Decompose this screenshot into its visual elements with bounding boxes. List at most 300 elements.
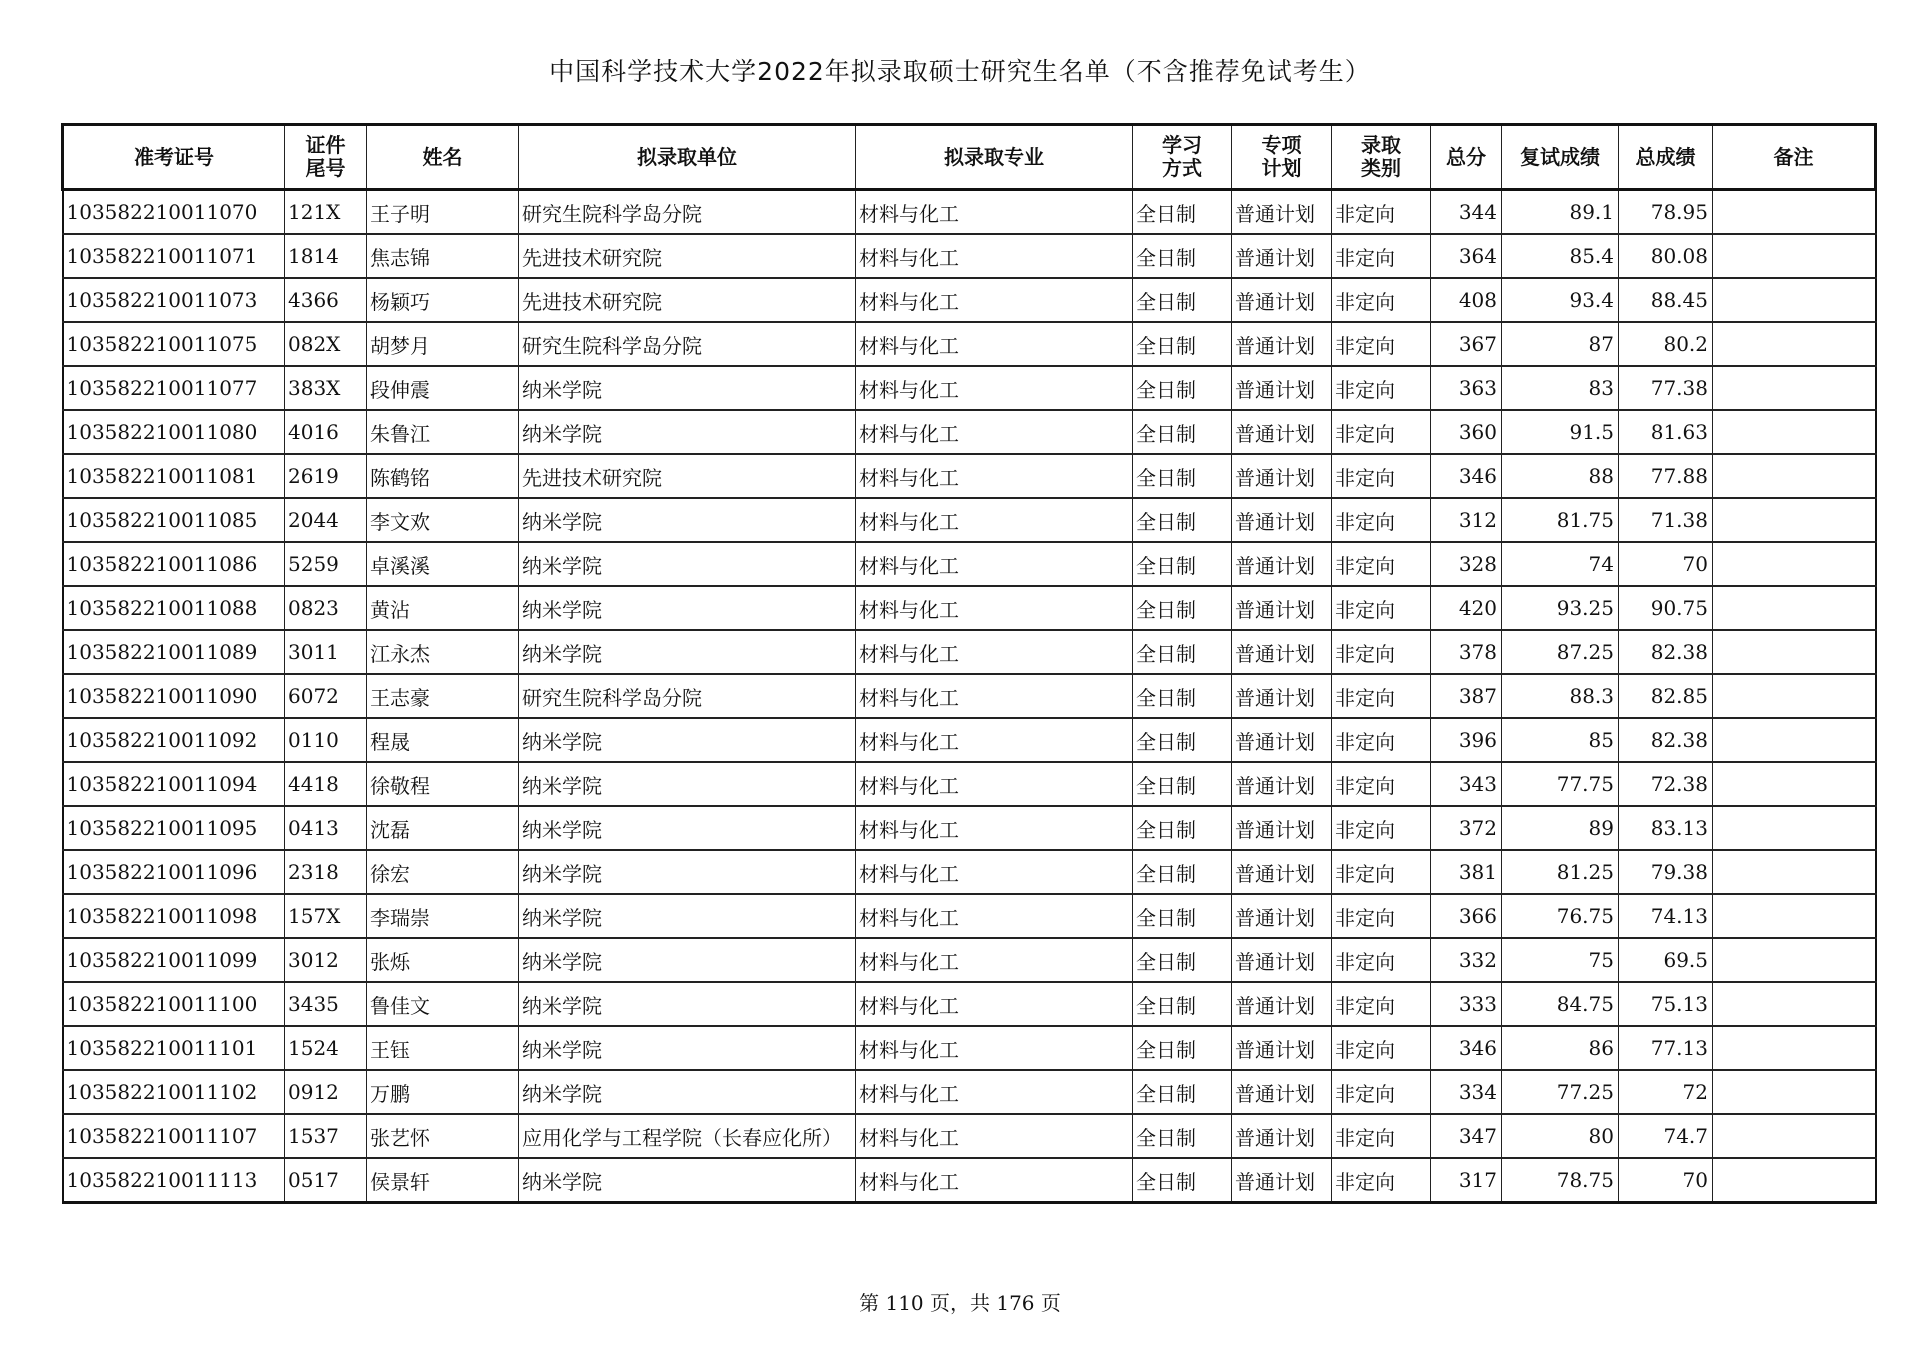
remarks-cell <box>1713 234 1876 278</box>
study-mode-cell: 全日制 <box>1133 982 1232 1026</box>
unit-cell: 纳米学院 <box>519 542 856 586</box>
remarks-cell <box>1713 894 1876 938</box>
major-cell: 材料与化工 <box>856 850 1133 894</box>
major-cell: 材料与化工 <box>856 1158 1133 1203</box>
total-score-cell: 366 <box>1431 894 1502 938</box>
remarks-cell <box>1713 674 1876 718</box>
final-score-cell: 74.7 <box>1619 1114 1713 1158</box>
remarks-cell <box>1713 586 1876 630</box>
name-cell: 王志豪 <box>367 674 519 718</box>
id-suffix-cell: 4016 <box>285 410 367 454</box>
name-cell: 侯景轩 <box>367 1158 519 1203</box>
major-cell: 材料与化工 <box>856 278 1133 322</box>
total-score-cell: 346 <box>1431 1026 1502 1070</box>
admission-type-cell: 非定向 <box>1332 982 1431 1026</box>
exam-id-cell: 103582210011073 <box>63 278 285 322</box>
retest-score-cell: 89 <box>1502 806 1619 850</box>
special-plan-cell: 普通计划 <box>1232 366 1332 410</box>
special-plan-cell: 普通计划 <box>1232 322 1332 366</box>
remarks-cell <box>1713 1070 1876 1114</box>
id-suffix-cell: 3011 <box>285 630 367 674</box>
remarks-cell <box>1713 982 1876 1026</box>
major-cell: 材料与化工 <box>856 366 1133 410</box>
total-score-cell: 372 <box>1431 806 1502 850</box>
admission-type-cell: 非定向 <box>1332 1158 1431 1203</box>
total-score-cell: 363 <box>1431 366 1502 410</box>
retest-score-cell: 86 <box>1502 1026 1619 1070</box>
unit-cell: 先进技术研究院 <box>519 278 856 322</box>
name-cell: 李瑞崇 <box>367 894 519 938</box>
exam-id-cell: 103582210011085 <box>63 498 285 542</box>
unit-cell: 纳米学院 <box>519 1026 856 1070</box>
unit-cell: 纳米学院 <box>519 938 856 982</box>
remarks-cell <box>1713 278 1876 322</box>
major-cell: 材料与化工 <box>856 234 1133 278</box>
special-plan-cell: 普通计划 <box>1232 718 1332 762</box>
name-cell: 李文欢 <box>367 498 519 542</box>
retest-score-cell: 81.75 <box>1502 498 1619 542</box>
special-plan-cell: 普通计划 <box>1232 1114 1332 1158</box>
study-mode-cell: 全日制 <box>1133 630 1232 674</box>
unit-cell: 纳米学院 <box>519 718 856 762</box>
exam-id-cell: 103582210011089 <box>63 630 285 674</box>
name-cell: 江永杰 <box>367 630 519 674</box>
special-plan-cell: 普通计划 <box>1232 938 1332 982</box>
admission-type-cell: 非定向 <box>1332 850 1431 894</box>
exam-id-cell: 103582210011088 <box>63 586 285 630</box>
special-plan-cell: 普通计划 <box>1232 454 1332 498</box>
table-row <box>63 322 1876 366</box>
exam-id-cell: 103582210011092 <box>63 718 285 762</box>
admission-type-cell: 非定向 <box>1332 542 1431 586</box>
study-mode-cell: 全日制 <box>1133 322 1232 366</box>
major-cell: 材料与化工 <box>856 630 1133 674</box>
study-mode-cell: 全日制 <box>1133 586 1232 630</box>
remarks-cell <box>1713 1114 1876 1158</box>
study-mode-cell: 全日制 <box>1133 1114 1232 1158</box>
retest-score-cell: 88 <box>1502 454 1619 498</box>
final-score-cell: 70 <box>1619 542 1713 586</box>
unit-cell: 研究生院科学岛分院 <box>519 322 856 366</box>
admission-type-cell: 非定向 <box>1332 278 1431 322</box>
final-score-cell: 77.38 <box>1619 366 1713 410</box>
total-score-cell: 408 <box>1431 278 1502 322</box>
admission-type-cell: 非定向 <box>1332 938 1431 982</box>
name-cell: 张艺怀 <box>367 1114 519 1158</box>
remarks-cell <box>1713 366 1876 410</box>
column-header-exam-id: 准考证号 <box>63 125 285 190</box>
study-mode-cell: 全日制 <box>1133 894 1232 938</box>
retest-score-cell: 87 <box>1502 322 1619 366</box>
retest-score-cell: 76.75 <box>1502 894 1619 938</box>
major-cell: 材料与化工 <box>856 190 1133 235</box>
id-suffix-cell: 1537 <box>285 1114 367 1158</box>
special-plan-cell: 普通计划 <box>1232 850 1332 894</box>
admission-type-cell: 非定向 <box>1332 322 1431 366</box>
study-mode-cell: 全日制 <box>1133 366 1232 410</box>
retest-score-cell: 84.75 <box>1502 982 1619 1026</box>
final-score-cell: 82.38 <box>1619 630 1713 674</box>
study-mode-cell: 全日制 <box>1133 234 1232 278</box>
major-cell: 材料与化工 <box>856 1026 1133 1070</box>
final-score-cell: 69.5 <box>1619 938 1713 982</box>
special-plan-cell: 普通计划 <box>1232 1070 1332 1114</box>
table-row <box>63 762 1876 806</box>
exam-id-cell: 103582210011070 <box>63 190 285 235</box>
retest-score-cell: 81.25 <box>1502 850 1619 894</box>
major-cell: 材料与化工 <box>856 542 1133 586</box>
id-suffix-cell: 0110 <box>285 718 367 762</box>
unit-cell: 应用化学与工程学院（长春应化所） <box>519 1114 856 1158</box>
total-score-cell: 317 <box>1431 1158 1502 1203</box>
retest-score-cell: 89.1 <box>1502 190 1619 235</box>
unit-cell: 纳米学院 <box>519 410 856 454</box>
retest-score-cell: 80 <box>1502 1114 1619 1158</box>
total-score-cell: 328 <box>1431 542 1502 586</box>
special-plan-cell: 普通计划 <box>1232 806 1332 850</box>
special-plan-cell: 普通计划 <box>1232 1158 1332 1203</box>
retest-score-cell: 74 <box>1502 542 1619 586</box>
exam-id-cell: 103582210011080 <box>63 410 285 454</box>
final-score-cell: 72 <box>1619 1070 1713 1114</box>
exam-id-cell: 103582210011077 <box>63 366 285 410</box>
table-row <box>63 1158 1876 1203</box>
column-header-name: 姓名 <box>367 125 519 190</box>
id-suffix-cell: 082X <box>285 322 367 366</box>
final-score-cell: 83.13 <box>1619 806 1713 850</box>
admission-type-cell: 非定向 <box>1332 806 1431 850</box>
total-score-cell: 378 <box>1431 630 1502 674</box>
remarks-cell <box>1713 806 1876 850</box>
remarks-cell <box>1713 718 1876 762</box>
total-score-cell: 387 <box>1431 674 1502 718</box>
special-plan-cell: 普通计划 <box>1232 1026 1332 1070</box>
final-score-cell: 80.2 <box>1619 322 1713 366</box>
retest-score-cell: 85 <box>1502 718 1619 762</box>
unit-cell: 研究生院科学岛分院 <box>519 190 856 235</box>
special-plan-cell: 普通计划 <box>1232 410 1332 454</box>
column-header-major: 拟录取专业 <box>856 125 1133 190</box>
major-cell: 材料与化工 <box>856 586 1133 630</box>
major-cell: 材料与化工 <box>856 674 1133 718</box>
exam-id-cell: 103582210011071 <box>63 234 285 278</box>
major-cell: 材料与化工 <box>856 762 1133 806</box>
name-cell: 胡梦月 <box>367 322 519 366</box>
table-row <box>63 366 1876 410</box>
column-header-remarks: 备注 <box>1713 125 1876 190</box>
remarks-cell <box>1713 454 1876 498</box>
final-score-cell: 82.85 <box>1619 674 1713 718</box>
study-mode-cell: 全日制 <box>1133 850 1232 894</box>
major-cell: 材料与化工 <box>856 322 1133 366</box>
special-plan-cell: 普通计划 <box>1232 234 1332 278</box>
name-cell: 朱鲁江 <box>367 410 519 454</box>
major-cell: 材料与化工 <box>856 1070 1133 1114</box>
admission-table <box>61 123 1877 1204</box>
table-row <box>63 806 1876 850</box>
study-mode-cell: 全日制 <box>1133 1158 1232 1203</box>
admission-type-cell: 非定向 <box>1332 894 1431 938</box>
special-plan-cell: 普通计划 <box>1232 762 1332 806</box>
special-plan-cell: 普通计划 <box>1232 674 1332 718</box>
retest-score-cell: 78.75 <box>1502 1158 1619 1203</box>
admission-type-cell: 非定向 <box>1332 234 1431 278</box>
table-row <box>63 674 1876 718</box>
table-row <box>63 850 1876 894</box>
name-cell: 焦志锦 <box>367 234 519 278</box>
remarks-cell <box>1713 850 1876 894</box>
exam-id-cell: 103582210011095 <box>63 806 285 850</box>
major-cell: 材料与化工 <box>856 410 1133 454</box>
unit-cell: 先进技术研究院 <box>519 454 856 498</box>
unit-cell: 纳米学院 <box>519 366 856 410</box>
total-score-cell: 420 <box>1431 586 1502 630</box>
final-score-cell: 77.13 <box>1619 1026 1713 1070</box>
special-plan-cell: 普通计划 <box>1232 982 1332 1026</box>
unit-cell: 纳米学院 <box>519 1070 856 1114</box>
admission-type-cell: 非定向 <box>1332 674 1431 718</box>
admission-type-cell: 非定向 <box>1332 1114 1431 1158</box>
admission-type-cell: 非定向 <box>1332 190 1431 235</box>
total-score-cell: 333 <box>1431 982 1502 1026</box>
retest-score-cell: 77.75 <box>1502 762 1619 806</box>
remarks-cell <box>1713 762 1876 806</box>
column-header-special-plan: 专项计划 <box>1232 125 1332 190</box>
unit-cell: 先进技术研究院 <box>519 234 856 278</box>
unit-cell: 纳米学院 <box>519 850 856 894</box>
id-suffix-cell: 0912 <box>285 1070 367 1114</box>
admission-type-cell: 非定向 <box>1332 630 1431 674</box>
retest-score-cell: 83 <box>1502 366 1619 410</box>
final-score-cell: 70 <box>1619 1158 1713 1203</box>
major-cell: 材料与化工 <box>856 982 1133 1026</box>
table-row <box>63 498 1876 542</box>
total-score-cell: 312 <box>1431 498 1502 542</box>
unit-cell: 纳米学院 <box>519 630 856 674</box>
exam-id-cell: 103582210011101 <box>63 1026 285 1070</box>
admission-type-cell: 非定向 <box>1332 410 1431 454</box>
table-row <box>63 982 1876 1026</box>
special-plan-cell: 普通计划 <box>1232 498 1332 542</box>
name-cell: 黄沾 <box>367 586 519 630</box>
name-cell: 徐敬程 <box>367 762 519 806</box>
id-suffix-cell: 0823 <box>285 586 367 630</box>
special-plan-cell: 普通计划 <box>1232 586 1332 630</box>
unit-cell: 纳米学院 <box>519 1158 856 1203</box>
final-score-cell: 77.88 <box>1619 454 1713 498</box>
retest-score-cell: 88.3 <box>1502 674 1619 718</box>
table-row <box>63 234 1876 278</box>
remarks-cell <box>1713 542 1876 586</box>
special-plan-cell: 普通计划 <box>1232 190 1332 235</box>
total-score-cell: 344 <box>1431 190 1502 235</box>
unit-cell: 纳米学院 <box>519 894 856 938</box>
page-footer: 第 110 页，共 176 页 <box>859 1291 1061 1315</box>
final-score-cell: 71.38 <box>1619 498 1713 542</box>
total-score-cell: 347 <box>1431 1114 1502 1158</box>
table-row <box>63 630 1876 674</box>
study-mode-cell: 全日制 <box>1133 1026 1232 1070</box>
study-mode-cell: 全日制 <box>1133 938 1232 982</box>
name-cell: 鲁佳文 <box>367 982 519 1026</box>
major-cell: 材料与化工 <box>856 454 1133 498</box>
total-score-cell: 367 <box>1431 322 1502 366</box>
remarks-cell <box>1713 1026 1876 1070</box>
name-cell: 王钰 <box>367 1026 519 1070</box>
id-suffix-cell: 0517 <box>285 1158 367 1203</box>
name-cell: 张烁 <box>367 938 519 982</box>
study-mode-cell: 全日制 <box>1133 498 1232 542</box>
page-title: 中国科学技术大学2022年拟录取硕士研究生名单（不含推荐免试考生） <box>549 57 1371 86</box>
name-cell: 沈磊 <box>367 806 519 850</box>
name-cell: 段伸震 <box>367 366 519 410</box>
final-score-cell: 90.75 <box>1619 586 1713 630</box>
id-suffix-cell: 1524 <box>285 1026 367 1070</box>
exam-id-cell: 103582210011075 <box>63 322 285 366</box>
id-suffix-cell: 3012 <box>285 938 367 982</box>
major-cell: 材料与化工 <box>856 718 1133 762</box>
admission-type-cell: 非定向 <box>1332 1026 1431 1070</box>
name-cell: 陈鹤铭 <box>367 454 519 498</box>
study-mode-cell: 全日制 <box>1133 718 1232 762</box>
table-row <box>63 1026 1876 1070</box>
retest-score-cell: 93.4 <box>1502 278 1619 322</box>
final-score-cell: 82.38 <box>1619 718 1713 762</box>
exam-id-cell: 103582210011081 <box>63 454 285 498</box>
table-header-row <box>63 125 1876 190</box>
total-score-cell: 396 <box>1431 718 1502 762</box>
study-mode-cell: 全日制 <box>1133 278 1232 322</box>
id-suffix-cell: 157X <box>285 894 367 938</box>
exam-id-cell: 103582210011098 <box>63 894 285 938</box>
remarks-cell <box>1713 630 1876 674</box>
remarks-cell <box>1713 410 1876 454</box>
id-suffix-cell: 2318 <box>285 850 367 894</box>
special-plan-cell: 普通计划 <box>1232 278 1332 322</box>
exam-id-cell: 103582210011099 <box>63 938 285 982</box>
name-cell: 王子明 <box>367 190 519 235</box>
remarks-cell <box>1713 1158 1876 1203</box>
id-suffix-cell: 2619 <box>285 454 367 498</box>
total-score-cell: 346 <box>1431 454 1502 498</box>
final-score-cell: 81.63 <box>1619 410 1713 454</box>
major-cell: 材料与化工 <box>856 1114 1133 1158</box>
final-score-cell: 80.08 <box>1619 234 1713 278</box>
final-score-cell: 79.38 <box>1619 850 1713 894</box>
study-mode-cell: 全日制 <box>1133 762 1232 806</box>
admission-type-cell: 非定向 <box>1332 762 1431 806</box>
id-suffix-cell: 6072 <box>285 674 367 718</box>
final-score-cell: 74.13 <box>1619 894 1713 938</box>
remarks-cell <box>1713 498 1876 542</box>
admission-type-cell: 非定向 <box>1332 718 1431 762</box>
column-header-unit: 拟录取单位 <box>519 125 856 190</box>
id-suffix-cell: 383X <box>285 366 367 410</box>
final-score-cell: 75.13 <box>1619 982 1713 1026</box>
retest-score-cell: 93.25 <box>1502 586 1619 630</box>
total-score-cell: 332 <box>1431 938 1502 982</box>
total-score-cell: 360 <box>1431 410 1502 454</box>
id-suffix-cell: 0413 <box>285 806 367 850</box>
exam-id-cell: 103582210011102 <box>63 1070 285 1114</box>
column-header-retest-score: 复试成绩 <box>1502 125 1619 190</box>
remarks-cell <box>1713 322 1876 366</box>
column-header-study-mode: 学习方式 <box>1133 125 1232 190</box>
name-cell: 万鹏 <box>367 1070 519 1114</box>
study-mode-cell: 全日制 <box>1133 190 1232 235</box>
id-suffix-cell: 4418 <box>285 762 367 806</box>
table-row <box>63 718 1876 762</box>
column-header-id-suffix: 证件尾号 <box>285 125 367 190</box>
table-row <box>63 938 1876 982</box>
admission-type-cell: 非定向 <box>1332 1070 1431 1114</box>
retest-score-cell: 75 <box>1502 938 1619 982</box>
exam-id-cell: 103582210011107 <box>63 1114 285 1158</box>
name-cell: 卓溪溪 <box>367 542 519 586</box>
unit-cell: 研究生院科学岛分院 <box>519 674 856 718</box>
major-cell: 材料与化工 <box>856 498 1133 542</box>
remarks-cell <box>1713 938 1876 982</box>
study-mode-cell: 全日制 <box>1133 1070 1232 1114</box>
admission-type-cell: 非定向 <box>1332 454 1431 498</box>
name-cell: 程晟 <box>367 718 519 762</box>
exam-id-cell: 103582210011094 <box>63 762 285 806</box>
major-cell: 材料与化工 <box>856 806 1133 850</box>
table-row <box>63 190 1876 235</box>
study-mode-cell: 全日制 <box>1133 454 1232 498</box>
total-score-cell: 381 <box>1431 850 1502 894</box>
study-mode-cell: 全日制 <box>1133 542 1232 586</box>
final-score-cell: 72.38 <box>1619 762 1713 806</box>
name-cell: 杨颖巧 <box>367 278 519 322</box>
table-row <box>63 542 1876 586</box>
exam-id-cell: 103582210011090 <box>63 674 285 718</box>
name-cell: 徐宏 <box>367 850 519 894</box>
table-row <box>63 1070 1876 1114</box>
study-mode-cell: 全日制 <box>1133 410 1232 454</box>
major-cell: 材料与化工 <box>856 938 1133 982</box>
table-row <box>63 454 1876 498</box>
admission-type-cell: 非定向 <box>1332 498 1431 542</box>
exam-id-cell: 103582210011113 <box>63 1158 285 1203</box>
unit-cell: 纳米学院 <box>519 762 856 806</box>
study-mode-cell: 全日制 <box>1133 674 1232 718</box>
study-mode-cell: 全日制 <box>1133 806 1232 850</box>
total-score-cell: 343 <box>1431 762 1502 806</box>
final-score-cell: 78.95 <box>1619 190 1713 235</box>
table-row <box>63 410 1876 454</box>
unit-cell: 纳米学院 <box>519 982 856 1026</box>
column-header-admission-type: 录取类别 <box>1332 125 1431 190</box>
remarks-cell <box>1713 190 1876 235</box>
exam-id-cell: 103582210011096 <box>63 850 285 894</box>
total-score-cell: 334 <box>1431 1070 1502 1114</box>
admission-type-cell: 非定向 <box>1332 366 1431 410</box>
exam-id-cell: 103582210011086 <box>63 542 285 586</box>
id-suffix-cell: 121X <box>285 190 367 235</box>
id-suffix-cell: 1814 <box>285 234 367 278</box>
final-score-cell: 88.45 <box>1619 278 1713 322</box>
retest-score-cell: 87.25 <box>1502 630 1619 674</box>
table-row <box>63 894 1876 938</box>
major-cell: 材料与化工 <box>856 894 1133 938</box>
retest-score-cell: 77.25 <box>1502 1070 1619 1114</box>
unit-cell: 纳米学院 <box>519 498 856 542</box>
column-header-final-score: 总成绩 <box>1619 125 1713 190</box>
column-header-total-score: 总分 <box>1431 125 1502 190</box>
id-suffix-cell: 5259 <box>285 542 367 586</box>
unit-cell: 纳米学院 <box>519 806 856 850</box>
